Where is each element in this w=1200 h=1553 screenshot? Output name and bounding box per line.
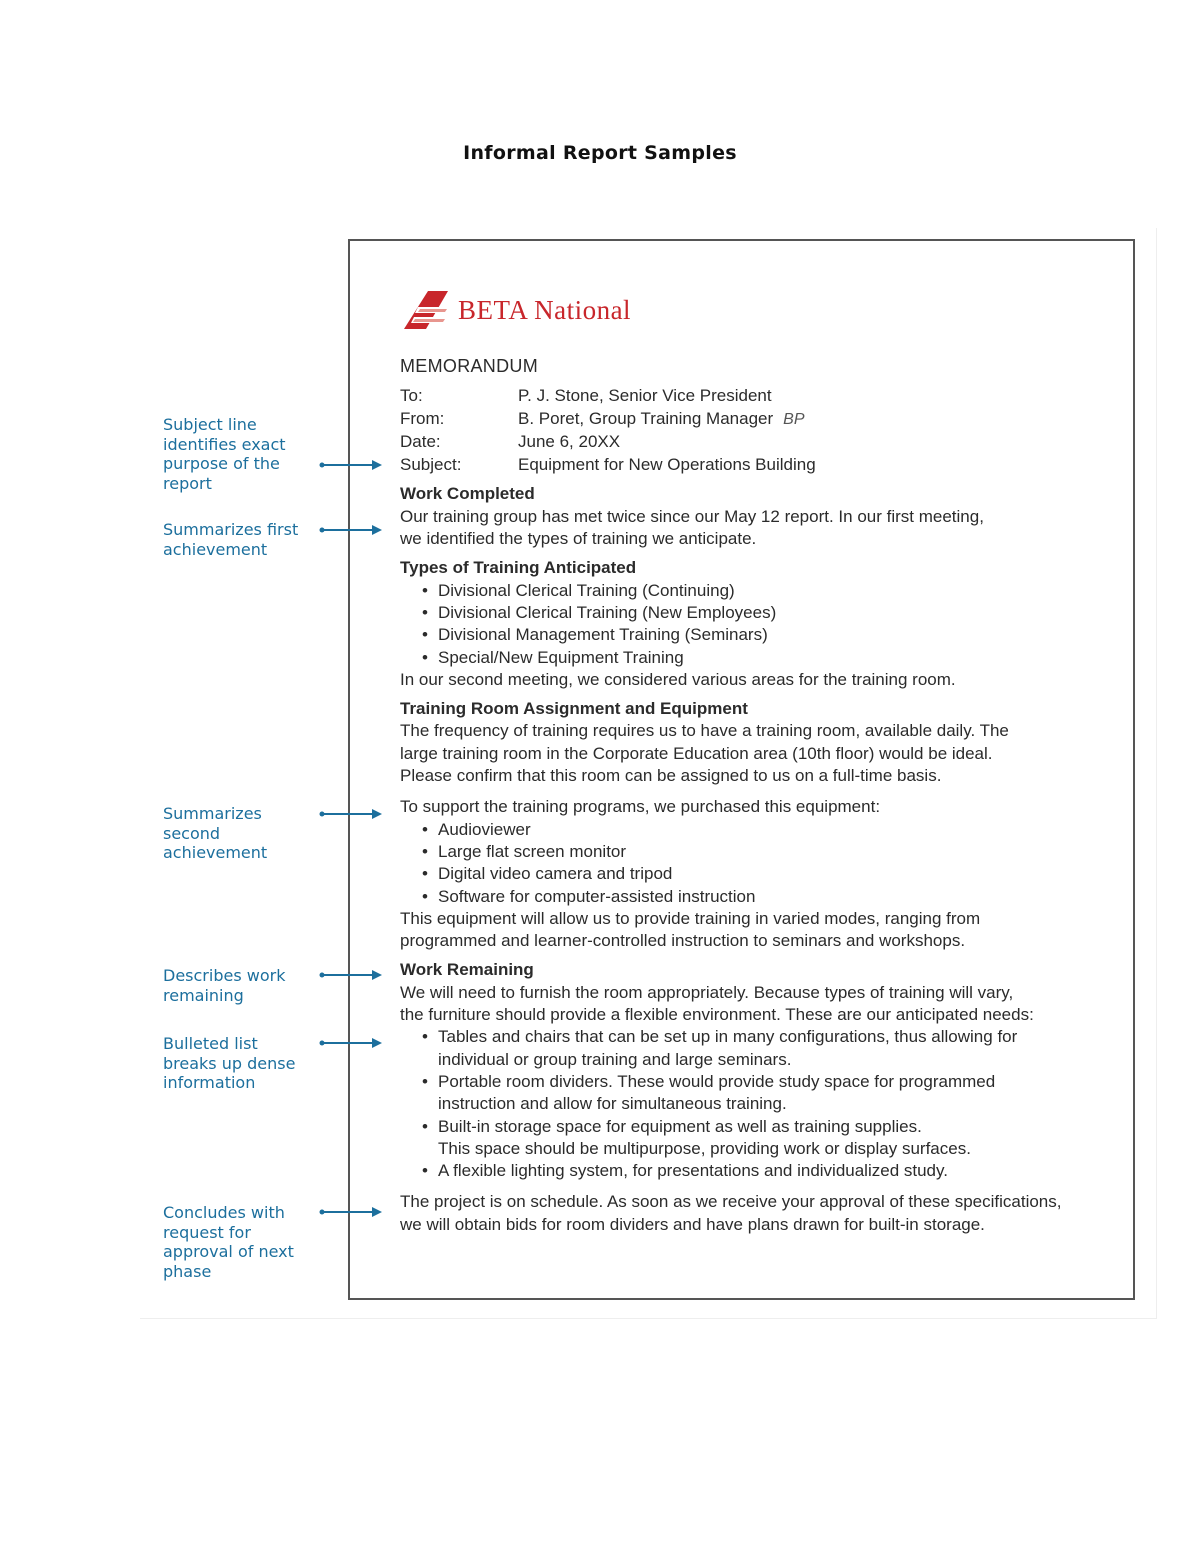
page-title: Informal Report Samples: [463, 142, 737, 164]
arrow-right-icon: [318, 808, 384, 820]
list-item: • Software for computer-assisted instruction: [422, 886, 1120, 908]
list-item: • Divisional Management Training (Seminars): [422, 624, 1120, 646]
annotation-bulleted-list: Bulleted list breaks up dense information: [163, 1034, 296, 1092]
list-item: • Divisional Clerical Training (New Employees): [422, 602, 1120, 624]
header-key: To:: [400, 386, 423, 406]
list-item: • Audioviewer: [422, 819, 1120, 841]
annotation-subject-line: Subject line identifies exact purpose of the report: [163, 415, 286, 493]
list-item: [422, 1026, 1120, 1071]
paragraph-line: programmed and learner-controlled instruction to seminars and workshops.: [400, 931, 966, 951]
list-item: [422, 1160, 1120, 1182]
from-value: B. Poret, Group Training Manager: [518, 408, 774, 428]
company-name: BETA National: [458, 294, 632, 325]
list-item-line: • Built-in storage space for equipment as well as training supplies.: [438, 1116, 922, 1136]
section-heading-room: Training Room Assignment and Equipment: [400, 699, 748, 719]
memo-label: MEMORANDUM: [400, 356, 538, 376]
arrow-right-icon: [318, 459, 384, 471]
paragraph-line: This equipment will allow us to provide training in varied modes, ranging from: [400, 908, 981, 928]
training-types-list: [400, 580, 1120, 669]
list-item: • Divisional Clerical Training (Continuing): [422, 580, 1120, 602]
list-item-line: This space should be multipurpose, providing work or display surfaces.: [438, 1138, 971, 1158]
paragraph-line: Please confirm that this room can be assigned to us on a full-time basis.: [400, 766, 942, 786]
list-item-line: individual or group training and large seminars.: [438, 1049, 792, 1069]
list-item-line: • A flexible lighting system, for presentations and individualized study.: [438, 1161, 948, 1181]
list-item: [422, 1071, 1120, 1116]
list-item-line: instruction and allow for simultaneous training.: [438, 1094, 787, 1114]
header-value: [518, 408, 1120, 431]
section-heading-work-completed: Work Completed: [400, 484, 535, 504]
header-key: Date:: [400, 431, 441, 451]
list-item: • Digital video camera and tripod: [422, 863, 1120, 885]
header-value: P. J. Stone, Senior Vice President: [518, 386, 772, 406]
paragraph-line: The frequency of training requires us to have a training room, available daily. The: [400, 721, 1009, 741]
beta-logo-icon: [400, 289, 450, 331]
paragraph-line: the furniture should provide a flexible environment. These are our anticipated needs:: [400, 1005, 1034, 1025]
paragraph-line: we identified the types of training we anticipate.: [400, 529, 757, 549]
annotation-conclusion: Concludes with request for approval of next phase: [163, 1203, 294, 1281]
header-subject: [400, 454, 1120, 476]
header-to: [400, 385, 1120, 407]
paragraph-line: we will obtain bids for room dividers and have plans drawn for built-in storage.: [400, 1214, 985, 1234]
company-logo: [400, 285, 1120, 335]
equipment-list: [400, 819, 1120, 908]
section-heading-work-remaining: Work Remaining: [400, 960, 534, 980]
paragraph-line: The project is on schedule. As soon as we receive your approval of these specifications,: [400, 1192, 1062, 1212]
paragraph-line: large training room in the Corporate Education area (10th floor) would be ideal.: [400, 743, 993, 763]
annotation-second-achievement: Summarizes second achievement: [163, 804, 268, 862]
header-value: June 6, 20XX: [518, 431, 621, 451]
initials-signature: BP: [783, 410, 805, 428]
section-heading-types: Types of Training Anticipated: [400, 558, 637, 578]
annotation-first-achievement: Summarizes first achievement: [163, 520, 299, 559]
paragraph-line: Our training group has met twice since our May 12 report. In our first meeting,: [400, 506, 984, 526]
arrow-right-icon: [318, 1037, 384, 1049]
header-key: From:: [400, 408, 445, 428]
header-value: Equipment for New Operations Building: [518, 455, 816, 475]
list-item-line: • Portable room dividers. These would provide study space for programmed: [438, 1071, 996, 1091]
list-item-line: • Tables and chairs that can be set up in many configurations, thus allowing for: [438, 1027, 1018, 1047]
annotation-work-remaining: Describes work remaining: [163, 966, 286, 1005]
arrow-right-icon: [318, 524, 384, 536]
header-key: Subject:: [400, 455, 462, 475]
arrow-right-icon: [318, 1206, 384, 1218]
header-from: [400, 408, 1120, 431]
header-date: [400, 431, 1120, 453]
paragraph-line: We will need to furnish the room appropriately. Because types of training will vary,: [400, 982, 1014, 1002]
list-item: • Large flat screen monitor: [422, 841, 1120, 863]
needs-list: [400, 1026, 1120, 1182]
arrow-right-icon: [318, 969, 384, 981]
paragraph-line: In our second meeting, we considered various areas for the training room.: [400, 669, 956, 689]
list-item: • Special/New Equipment Training: [422, 647, 1120, 669]
list-item: [422, 1116, 1120, 1161]
paragraph-line: To support the training programs, we purchased this equipment:: [400, 797, 881, 817]
memo: [400, 285, 1120, 1236]
